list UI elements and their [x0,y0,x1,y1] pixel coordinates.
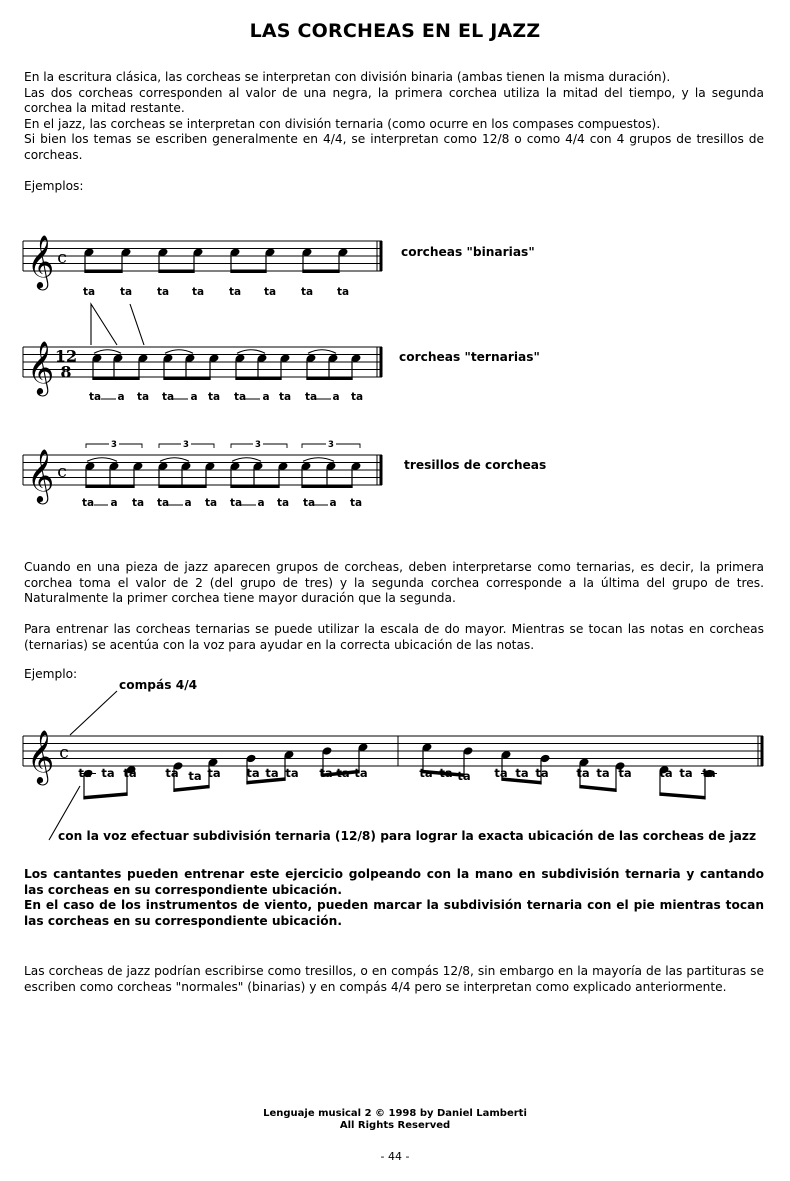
paragraph-2: Cuando en una pieza de jazz aparecen grupos de corcheas, deben interpretarse como ternarias, es decir, la primera corchea toma el valor de 2 (del grupo de tres) y la segunda corchea corresponde a la última del grupo de tres. Naturalmente la primer corchea tiene mayor duración que la segunda. [24,560,764,606]
syllable: ta [161,391,175,403]
staff4-endbar [761,736,764,766]
beam [85,485,134,489]
tie [94,350,121,354]
tie [232,458,261,462]
triplet-bracket [191,444,214,448]
syllable: ta [156,497,170,509]
beam [173,785,209,792]
beam [230,270,266,274]
paragraph-4 [24,867,764,929]
triplet-bracket [119,444,142,448]
syllable: ta [78,766,92,780]
syllable: ta [515,766,529,780]
syllable: ta [88,391,102,403]
syllable: ta [336,766,350,780]
syllable: ta [156,286,170,298]
treble-clef-icon: 𝄞 [27,448,55,502]
beam [659,792,705,799]
syllable: ta [101,766,115,780]
callout-compas: compás 4/4 [119,678,198,692]
triplet-bracket [302,444,326,448]
footer-copyright [0,1108,790,1132]
syllable: ta [131,497,145,509]
syllable: ta [618,766,632,780]
syllable: ta [278,391,292,403]
pointer-line [91,304,117,345]
syllable: ta [207,391,221,403]
tie [303,458,334,462]
beam [579,785,616,792]
time-signature-bottom: 8 [60,362,72,382]
triplet-bracket [263,444,287,448]
staff1-label: corcheas "binarias" [401,245,535,259]
syllable: ta [233,391,247,403]
syllable: a [262,391,270,403]
common-time-icon: c [57,462,67,482]
page-title: LAS CORCHEAS EN EL JAZZ [249,20,541,42]
callout-line [70,691,117,735]
triplet-bracket [86,444,109,448]
staff1-endbar [380,241,383,271]
syllable: ta [349,497,363,509]
syllable: ta [229,497,243,509]
beam [302,270,339,274]
syllable: ta [494,766,508,780]
syllable: ta [165,766,179,780]
beam [83,792,127,799]
beam [84,270,122,274]
syllable: ta [119,286,133,298]
common-time-icon: c [57,248,67,268]
examples-label: Ejemplos: [24,179,84,193]
syllable: ta [81,497,95,509]
intro-line: Si bien los temas se escriben generalmente en 4/4, se interpretan como 12/8 o como 4/4 con 4 grupos de tresillos de corcheas. [24,132,764,162]
syllable: ta [188,769,202,783]
page-number: - 44 - [380,1150,410,1163]
intro-line: En la escritura clásica, las corcheas se interpretan con división binaria (ambas tienen la misma duración). [24,70,671,84]
syllable: ta [304,391,318,403]
staff2-endbar [380,347,383,377]
syllable: ta [439,766,453,780]
beam [163,377,210,381]
pointer-line [130,304,144,345]
syllable: ta [419,766,433,780]
tie [160,458,189,462]
treble-clef-icon: 𝄞 [27,340,55,394]
syllable: a [110,497,118,509]
syllable: ta [228,286,242,298]
footer-line1: Lenguaje musical 2 © 1998 by Daniel Lamberti [263,1108,527,1119]
staff3-endbar [380,455,383,485]
syllable: ta [204,497,218,509]
time-signature-top: 12 [54,346,78,366]
para4-line: Los cantantes pueden entrenar este ejercicio golpeando con la mano en subdivisión ternaria y cantando las corcheas en su correspondiente ubicación. [24,867,764,897]
para4-line: En el caso de los instrumentos de viento, pueden marcar la subdivisión ternaria con el pie mientras tocan las corcheas en su correspondiente ubicación. [24,898,764,928]
tie [308,350,336,354]
treble-clef-icon: 𝄞 [27,729,55,783]
beam [158,270,194,274]
syllable: ta [82,286,96,298]
syllable: ta [136,391,150,403]
syllable: ta [535,766,549,780]
syllable: ta [354,766,368,780]
syllable: ta [265,766,279,780]
syllable: ta [576,766,590,780]
beam [301,485,352,489]
triplet-number: 3 [255,440,261,450]
tie [165,350,193,354]
syllable: ta [276,497,290,509]
beam [230,485,279,489]
syllable: a [329,497,337,509]
triplet-number: 3 [328,440,334,450]
triplet-number: 3 [183,440,189,450]
staff2-label: corcheas "ternarias" [399,350,540,364]
syllable: a [332,391,340,403]
syllable: ta [246,766,260,780]
syllable: a [184,497,192,509]
syllable: ta [285,766,299,780]
beam [92,377,139,381]
triplet-bracket [231,444,253,448]
syllable: a [117,391,125,403]
syllable: ta [300,286,314,298]
triplet-bracket [159,444,181,448]
intro-line: En el jazz, las corcheas se interpretan con división ternaria (como ocurre en los compases compuestos). [24,116,661,131]
syllable: ta [457,769,471,783]
syllable: ta [679,766,693,780]
syllable: ta [350,391,364,403]
syllable: ta [123,766,137,780]
syllable: ta [207,766,221,780]
example-label: Ejemplo: [24,667,78,681]
tie [237,350,265,354]
paragraph-3: Para entrenar las corcheas ternarias se puede utilizar la escala de do mayor. Mientras se tocan las notas en corcheas (ternarias) se acentúa con la voz para ayudar en la correcta ubicación de las notas. [24,622,764,652]
staff3-label: tresillos de corcheas [404,458,547,472]
paragraph-5: Las corcheas de jazz podrían escribirse como tresillos, o en compás 12/8, sin embargo en la mayoría de las partituras se escriben como corcheas "normales" (binarias) y en compás 4/4 pero se interpretan como explicado anteriormente. [24,964,764,994]
syllable: a [190,391,198,403]
beam [158,485,206,489]
syllable: ta [263,286,277,298]
common-time-icon: c [59,743,69,763]
beam [235,377,281,381]
syllable: a [257,497,265,509]
tie [87,458,117,462]
syllable: ta [319,766,333,780]
callout-voz: con la voz efectuar subdivisión ternaria (12/8) para lograr la exacta ubicación de las corcheas de jazz [58,829,757,843]
triplet-bracket [336,444,360,448]
syllable: ta [302,497,316,509]
treble-clef-icon: 𝄞 [27,234,55,288]
syllable: ta [336,286,350,298]
footer-line2: All Rights Reserved [339,1120,451,1131]
triplet-number: 3 [111,440,117,450]
intro-line: Las dos corcheas corresponden al valor de una negra, la primera corchea utiliza la mitad del tiempo, y la segunda corchea la mitad restante. [24,85,764,116]
syllable: ta [702,766,716,780]
syllable: ta [659,766,673,780]
syllable: ta [191,286,205,298]
syllable: ta [596,766,610,780]
beam [306,377,352,381]
